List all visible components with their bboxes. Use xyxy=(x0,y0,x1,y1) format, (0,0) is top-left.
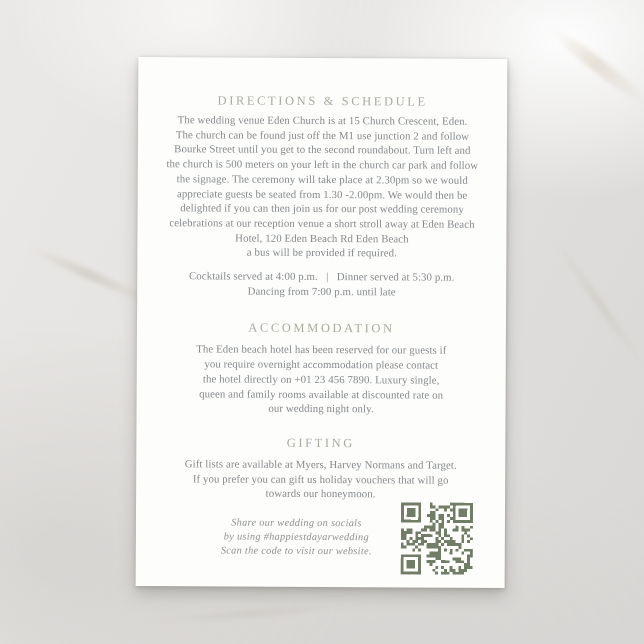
marble-vein xyxy=(548,25,644,110)
marble-vein xyxy=(150,603,350,625)
marble-vein xyxy=(551,236,644,372)
directions-schedule-heading: DIRECTIONS & SCHEDULE xyxy=(217,93,428,109)
qr-code-icon xyxy=(401,502,473,574)
accommodation-heading: ACCOMMODATION xyxy=(248,321,395,336)
social-share-note: Share our wedding on socials by using #happiestdayarwedding Scan the code to visit our website. xyxy=(220,517,372,558)
schedule-times: Cocktails served at 4:00 p.m. | Dinner served at 5:30 p.m. Dancing from 7:00 p.m. until late xyxy=(188,270,455,299)
directions-paragraph: The wedding venue Eden Church is at 15 Church Crescent, Eden. The church can be found just off the M1 use junction 2 and follow Bourke Street until you get to the second roundabout. Turn left and the church is 500 meters on your left in the church car park and follow the signage. The ceremony will take place at 2.30pm so we would appreciate guests be seated from 1.30 -2.00pm. We would then be delighted if you can then join us for our post wedding ceremony celebrations at our reception venue a short stroll away at Eden Beach Hotel, 120 Eden Beach Rd Eden Beach a bus will be provided if required. xyxy=(166,114,479,260)
accommodation-paragraph: The Eden beach hotel has been reserved for our guests if you require overnight accommodation please contact the hotel directly on +01 23 456 7890. Luxury single, queen and family rooms available at discounted rate on our wedding night only. xyxy=(196,343,447,416)
gifting-paragraph: Gift lists are available at Myers, Harvey Normans and Target. If you prefer you can gift us holiday vouchers that will go towards our honeymoon. xyxy=(184,458,457,501)
wedding-enclosure-card xyxy=(136,57,508,588)
gifting-heading: GIFTING xyxy=(286,435,355,451)
footer-row xyxy=(146,501,495,575)
